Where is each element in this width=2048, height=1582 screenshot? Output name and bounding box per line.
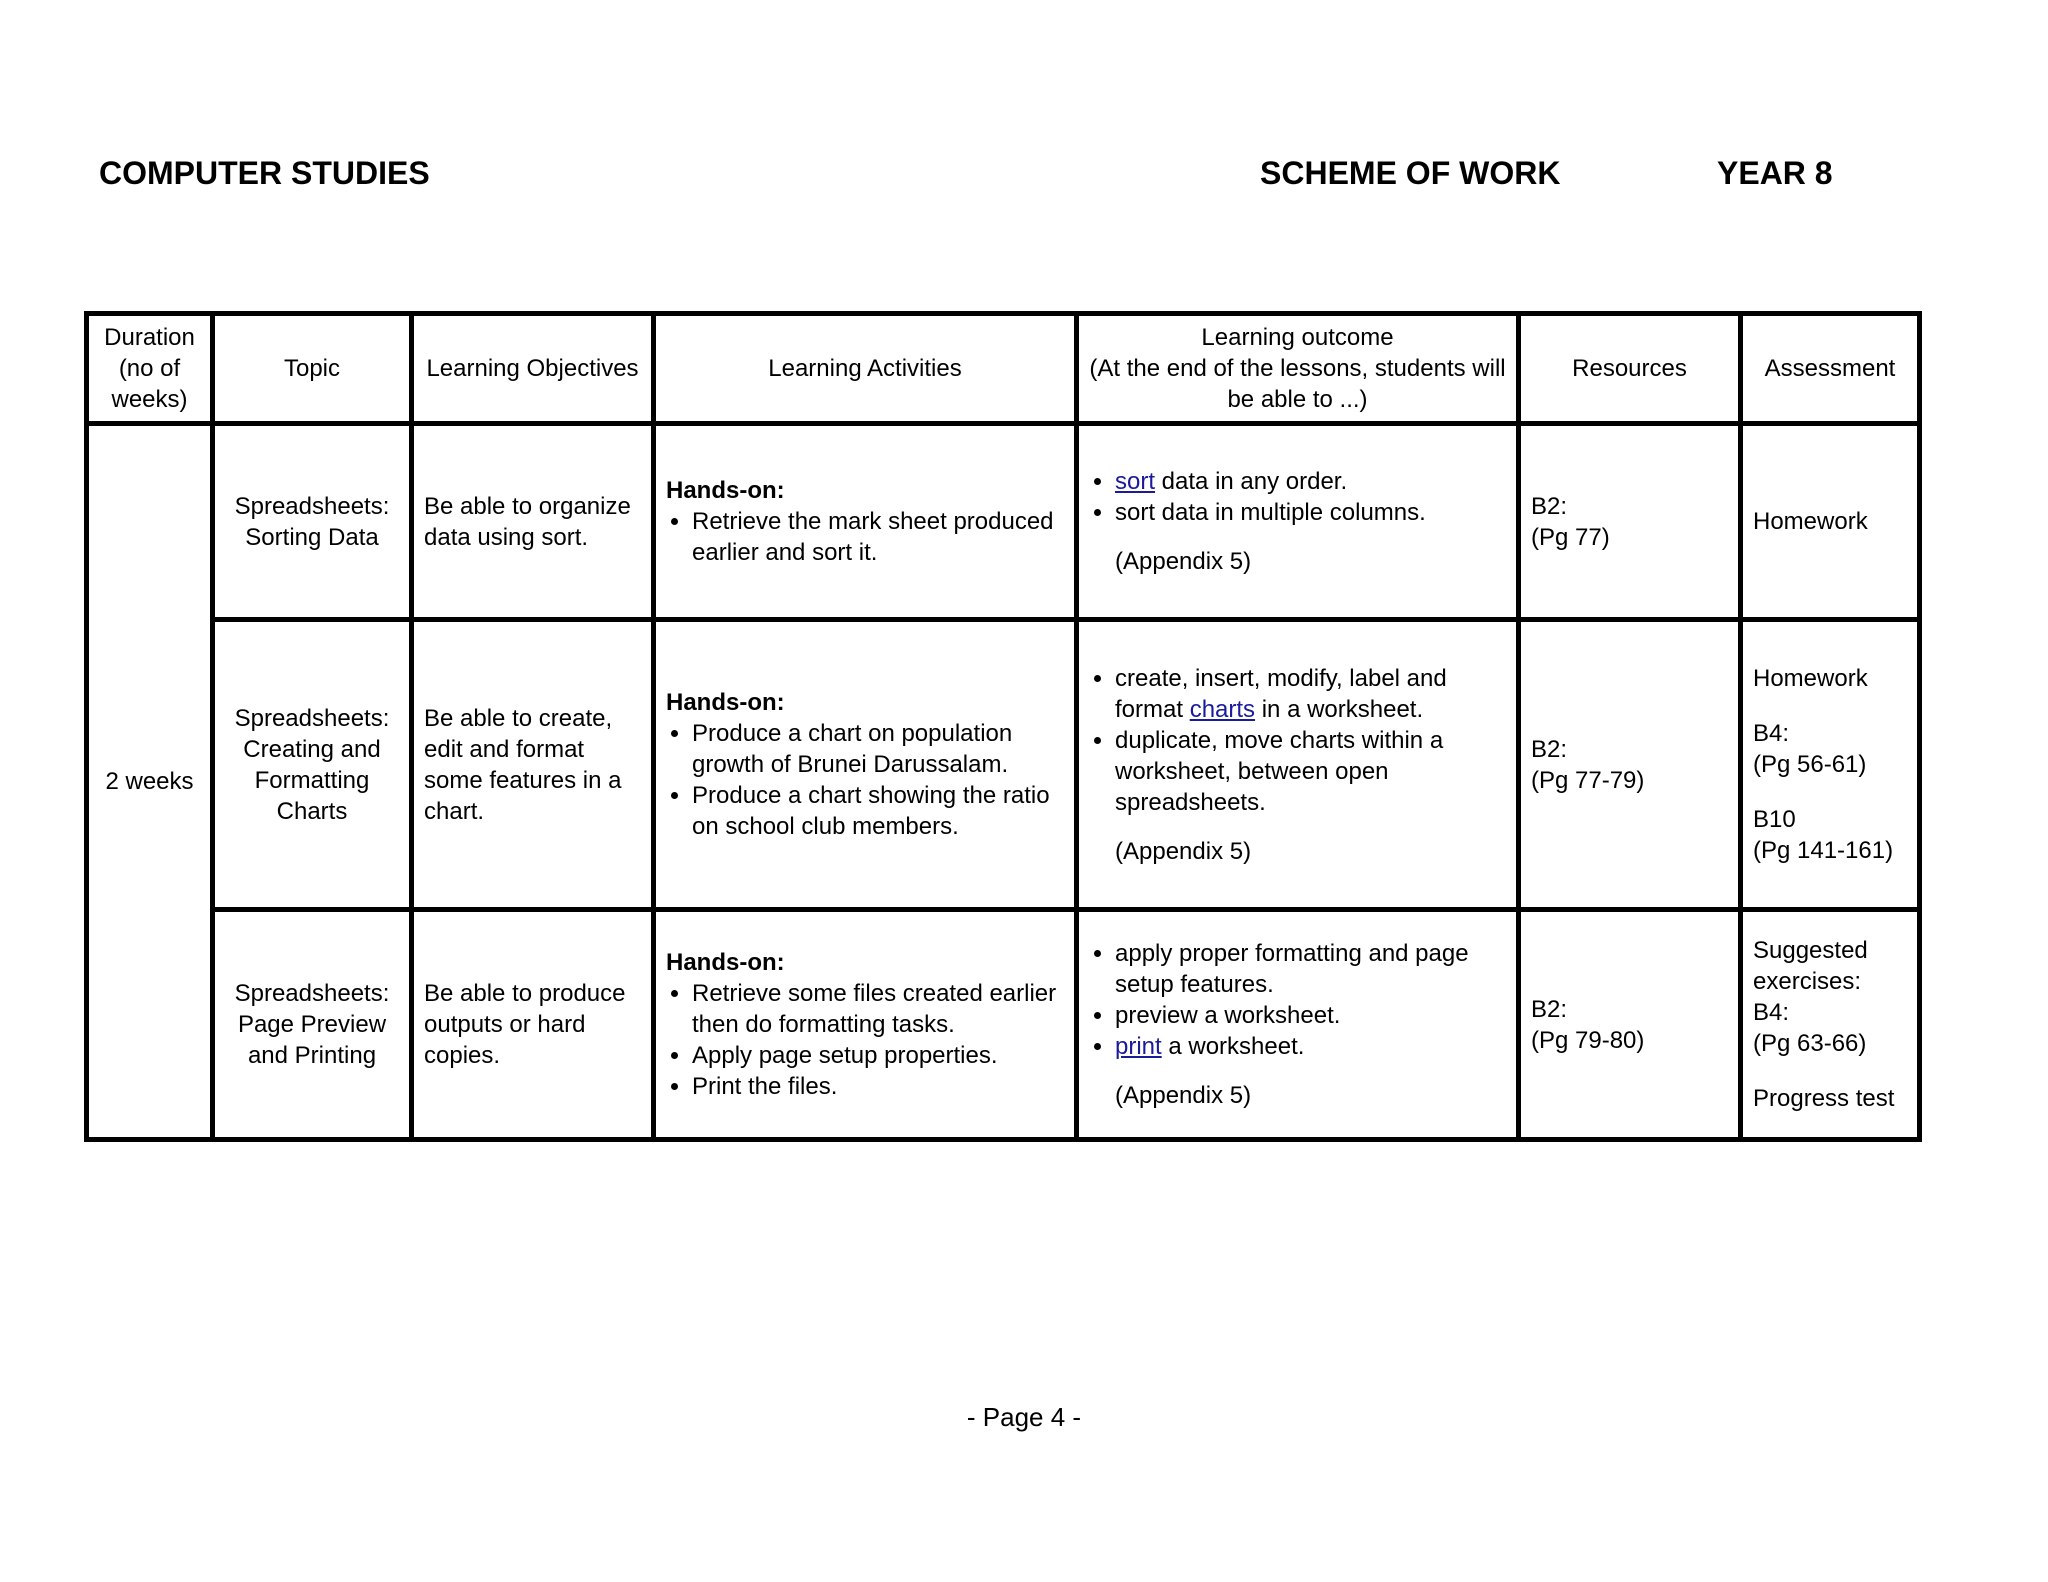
list-item: • Apply page setup properties. [692, 1040, 1064, 1071]
appendix-note: (Appendix 5) [1115, 548, 1252, 575]
scheme-of-work-title: SCHEME OF WORK [1260, 155, 1561, 191]
topic-cell: Spreadsheets: Page Preview and Printing [213, 910, 412, 1140]
list-item: • duplicate, move charts within a worksheet, between open spreadsheets. [1115, 725, 1506, 818]
document-title: COMPUTER STUDIES [99, 155, 430, 191]
topic-cell: Spreadsheets: Creating and Formatting Charts [213, 620, 412, 910]
assessment-cell: Suggested exercises: B4: (Pg 63-66) Progress test [1741, 910, 1920, 1140]
table-header-row [87, 314, 1920, 424]
header-learning-objectives: Learning Objectives [412, 314, 654, 424]
resources-cell: B2: (Pg 77) [1519, 424, 1741, 620]
list-item: • Print the files. [692, 1071, 1064, 1102]
assessment-cell: Homework [1741, 424, 1920, 620]
list-item: • print a worksheet. [1115, 1031, 1506, 1062]
list-item: • Produce a chart showing the ratio on school club members. [692, 780, 1064, 842]
activities-cell [654, 620, 1077, 910]
header-learning-outcome: Learning outcome (At the end of the lessons, students will be able to ...) [1077, 314, 1519, 424]
table-row [87, 910, 1920, 1140]
outcome-cell [1077, 424, 1519, 620]
header-resources: Resources [1519, 314, 1741, 424]
list-item: • apply proper formatting and page setup features. [1115, 938, 1506, 1000]
print-link[interactable]: print [1115, 1033, 1162, 1060]
outcome-cell [1077, 620, 1519, 910]
duration-cell: 2 weeks [87, 424, 213, 1140]
charts-link[interactable]: charts [1189, 695, 1256, 723]
appendix-note: (Appendix 5) [1115, 1082, 1252, 1109]
year-label: YEAR 8 [1717, 155, 1833, 191]
resources-cell: B2: (Pg 77-79) [1519, 620, 1741, 910]
header-duration: Duration (no of weeks) [87, 314, 213, 424]
list-item: • preview a worksheet. [1115, 1000, 1506, 1031]
objective-cell: Be able to produce outputs or hard copies. [412, 910, 654, 1140]
objective-cell: Be able to organize data using sort. [412, 424, 654, 620]
sort-link[interactable]: sort [1115, 468, 1156, 495]
activities-cell [654, 424, 1077, 620]
assessment-cell: Homework B4: (Pg 56-61) B10 (Pg 141-161) [1741, 620, 1920, 910]
hands-on-label: Hands-on: [666, 689, 785, 716]
list-item: • Produce a chart on population growth of Brunei Darussalam. [692, 718, 1064, 780]
outcome-cell [1077, 910, 1519, 1140]
scheme-of-work-table [84, 311, 1922, 1142]
topic-cell: Spreadsheets: Sorting Data [213, 424, 412, 620]
header-assessment: Assessment [1741, 314, 1920, 424]
appendix-note: (Appendix 5) [1115, 837, 1252, 865]
page-number: - Page 4 - [966, 1402, 1082, 1432]
activities-cell [654, 910, 1077, 1140]
list-item: • create, insert, modify, label and format charts in a worksheet. [1115, 663, 1506, 725]
list-item: • sort data in multiple columns. [1115, 497, 1506, 528]
objective-cell: Be able to create, edit and format some features in a chart. [412, 620, 654, 910]
list-item: • Retrieve the mark sheet produced earlier and sort it. [692, 506, 1064, 568]
hands-on-label: Hands-on: [666, 949, 785, 976]
list-item: • sort data in any order. [1115, 466, 1506, 497]
list-item: • Retrieve some files created earlier then do formatting tasks. [692, 978, 1064, 1040]
table-row [87, 424, 1920, 620]
hands-on-label: Hands-on: [666, 477, 785, 504]
table-row [87, 620, 1920, 910]
header-learning-activities: Learning Activities [654, 314, 1077, 424]
header-topic: Topic [213, 314, 412, 424]
resources-cell: B2: (Pg 79-80) [1519, 910, 1741, 1140]
